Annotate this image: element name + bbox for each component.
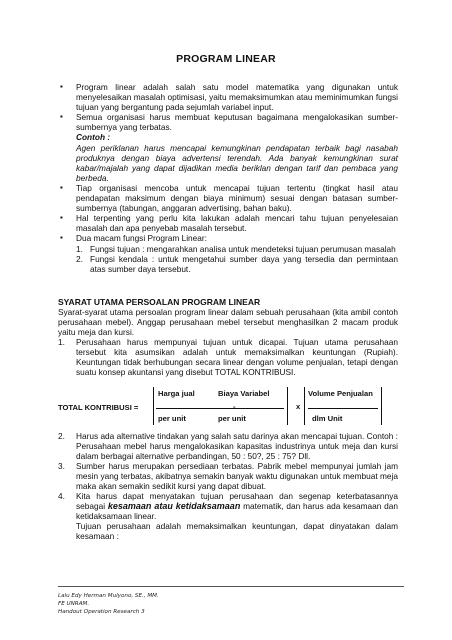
- bullet-text: Program linear adalah salah satu model matematika yang digunakan untuk menyelesaikan masalah optimisasi, yaitu memaksimumkan atau meminimumkan fungsi tujuan yang bergantung pada sejumlah variabel input.: [76, 82, 398, 113]
- bullet-item-important: [58, 213, 398, 233]
- formula-fraction-line: [156, 408, 284, 409]
- item-number: 2.: [76, 253, 83, 264]
- item-text: Fungsi tujuan : mengarahkan analisa untuk mendeteksi tujuan perumusan masalah: [90, 243, 396, 254]
- item-text: Harus ada alternative tindakan yang salah satu darinya akan mencapai tujuan. Contoh : Perusahaan mebel harus mengalokasikan kapasitas industrinya untuk meja dan kursi dalam berbagai alternative perbandingan, 50 : 50?, 25 : 75? Dll.: [76, 430, 398, 461]
- bullet-item-definition: [58, 82, 398, 112]
- requirements-list: [58, 337, 398, 541]
- formula-bracket: [153, 387, 154, 425]
- formula-minus: -: [233, 401, 236, 411]
- formula-price-bottom: per unit: [158, 413, 186, 423]
- formula-price-top: Harga jual: [158, 388, 195, 398]
- requirement-item: [58, 337, 398, 425]
- item-number: 2.: [58, 430, 65, 441]
- formula-cost-top: Biaya Variabel: [218, 388, 270, 398]
- bullet-item-functions: [58, 233, 398, 273]
- item-text: Kita harus dapat menyatakan tujuan perusahaan dan segenap keterbatasannya sebagai: [76, 491, 398, 512]
- formula-bracket: [304, 387, 305, 425]
- formula-times: x: [296, 401, 301, 411]
- section-intro: Syarat-syarat utama persoalan program linear dalam sebuah perusahaan (kita ambil contoh perusahaan mebel). Anggap perusahaan mebel tersebut menghasilkan 2 macam produk yaitu meja dan kursi.: [58, 306, 398, 338]
- bullet-text: Dua macam fungsi Program Linear:: [76, 233, 207, 244]
- formula-volume-top: Volume Penjualan: [308, 388, 373, 398]
- item-followup: Tujuan perusahaan adalah memaksimalkan keuntungan, dapat dinyatakan dalam kesamaan :: [76, 521, 398, 542]
- item-text: Perusahaan harus mempunyai tujuan untuk dicapai. Tujuan utama perusahaan tersebut kita asumsikan adalah untuk memaksimalkan keuntungan (Rupiah). Keuntungan tidak berhubungan secara linear dengan volume penjualan, tetapi dengan suatu konsep akuntansi yang disebut TOTAL KONTRIBUSI.: [76, 337, 398, 378]
- requirement-item: [58, 461, 398, 491]
- main-content: [58, 82, 398, 542]
- page-title: PROGRAM LINEAR: [176, 53, 276, 65]
- bullet-text: Semua organisasi harus membuat keputusan bagaimana mengalokasikan sumber-sumbernya yang terbatas.: [76, 112, 398, 133]
- item-text: Fungsi kendala : untuk mengetahui sumber daya yang tersedia dan permintaan atas sumber daya tersebut.: [90, 253, 398, 274]
- function-item: [76, 254, 398, 274]
- example-label: Contoh :: [76, 132, 111, 143]
- formula-label: TOTAL KONTRIBUSI =: [58, 402, 139, 412]
- formula-bracket: [381, 387, 382, 425]
- bullet-item-goals: [58, 183, 398, 213]
- page-footer: [58, 592, 159, 616]
- footer-institution: FE UNRAM.: [58, 601, 90, 607]
- item-text: matematik, dan harus ada kesamaan dan ketidaksamaan linear.: [76, 501, 398, 522]
- section-heading: SYARAT UTAMA PERSOALAN PROGRAM LINEAR: [58, 296, 261, 307]
- bullet-item-organizations: [58, 112, 398, 183]
- bullet-text: Hal terpenting yang perlu kita lakukan adalah mencari tahu tujuan penyelesaian masalah dan apa penyebab masalah tersebut.: [76, 213, 398, 234]
- item-number: 4.: [58, 491, 65, 502]
- intro-bullet-list: [58, 82, 398, 274]
- formula-fraction-line: [308, 408, 378, 409]
- footer-handout: Handout Operation Research 3: [58, 609, 145, 615]
- emphasis-text: kesamaan atau ketidaksamaan: [107, 501, 241, 512]
- requirement-item: [58, 431, 398, 461]
- requirement-item: [58, 491, 398, 541]
- item-number: 3.: [58, 460, 65, 471]
- item-number: 1.: [76, 243, 83, 254]
- total-contribution-formula: [58, 384, 398, 426]
- function-item: [76, 244, 398, 254]
- footer-divider: [58, 586, 404, 587]
- function-list: [76, 244, 398, 274]
- item-text: Sumber harus merupakan persediaan terbatas. Pabrik mebel mempunyai jumlah jam mesin yang terbatas, akibatnya semakin banyak waktu digunakan untuk membuat meja maka akan semakin sedikit kursi yang dapat dibuat.: [76, 460, 398, 491]
- example-text: Agen periklanan harus mencapai kemungkinan pendapatan terbaik bagi nasabah produknya dengan biaya advertensi terendah. Ada banyak kemungkinan surat kabar/majalah yang dapat dijadikan media beriklan dengan tarif dan pembaca yang berbeda.: [76, 142, 398, 183]
- bullet-text: Tiap organisasi mencoba untuk mencapai tujuan tertentu (tingkat hasil atau pendapatan maksimum dengan biaya minimum) sesuai dengan batasan sumber-sumbernya (tabungan, anggaran advertising, bahan baku).: [76, 182, 398, 214]
- formula-volume-bottom: dlm Unit: [312, 413, 343, 423]
- formula-bracket: [287, 387, 288, 425]
- footer-author: Lalu Edy Herman Mulyono, SE., MM.: [58, 593, 159, 599]
- formula-cost-bottom: per unit: [218, 413, 246, 423]
- item-number: 1.: [58, 337, 65, 348]
